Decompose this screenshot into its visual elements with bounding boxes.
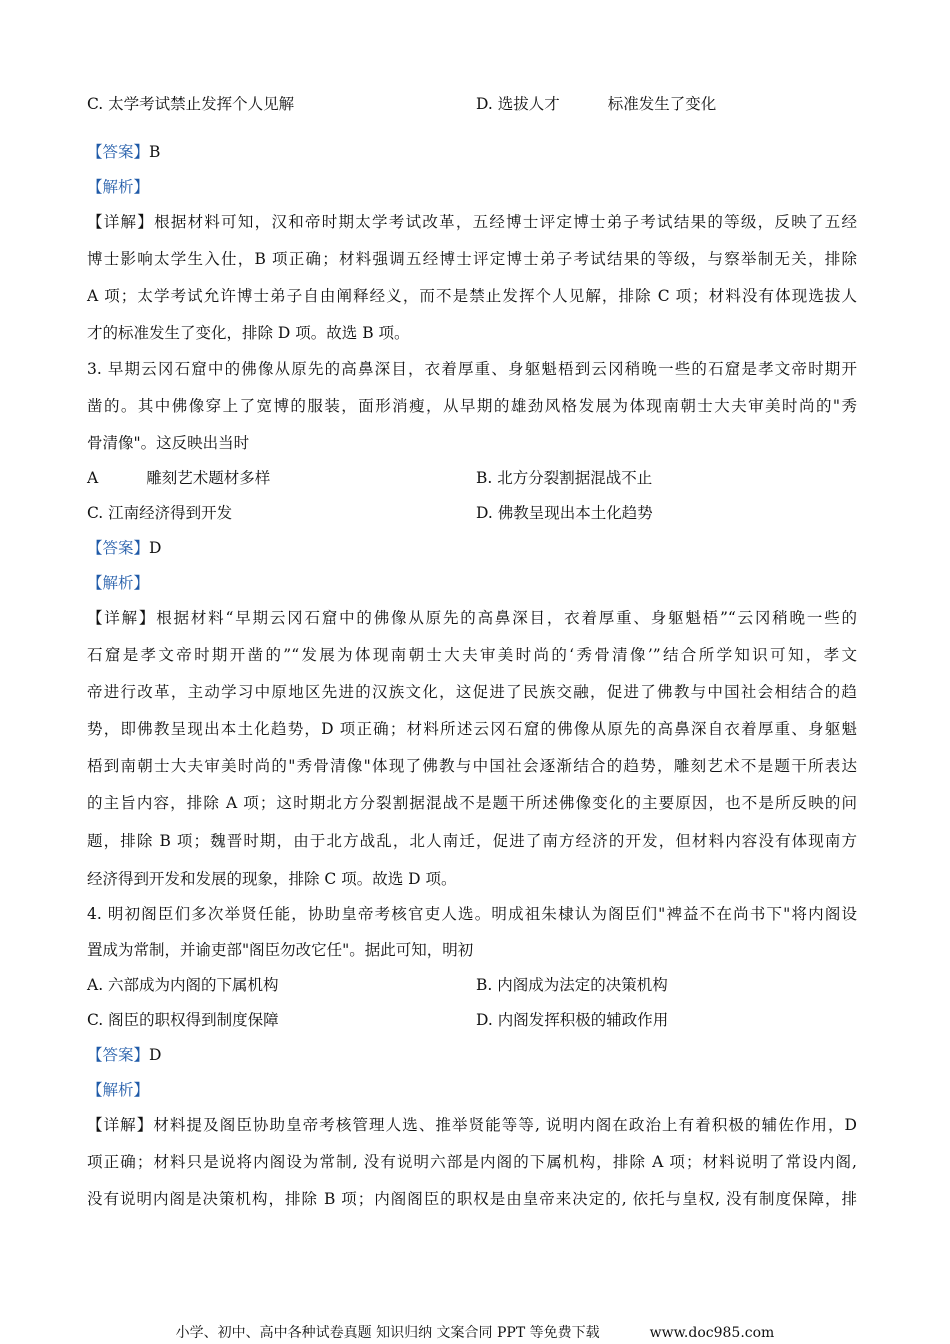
q4-option-a: A. 六部成为内阁的下属机构 [87,976,279,994]
q4-answer: 【答案】D [87,1046,162,1064]
q4-detail-line-2: 项正确；材料只是说将内阁设为常制, 没有说明六部是内阁的下属机构，排除 A 项；材料说明了常设内阁, [87,1153,857,1171]
q2-detail-line-3: A 项；太学考试允许博士弟子自由阐释经义，而不是禁止发挥个人见解，排除 C 项；材料没有体现选拔人 [87,287,857,305]
q4-option-b: B. 内阁成为法定的决策机构 [476,976,668,994]
q2-detail-line-1: 【详解】根据材料可知，汉和帝时期太学考试改革，五经博士评定博士弟子考试结果的等级，反映了五经 [87,213,857,231]
q3-option-d: D. 佛教呈现出本土化趋势 [476,504,653,522]
q2-analysis-tag: 【解析】 [87,178,150,196]
answer-tag: 【答案】 [87,1046,150,1064]
q3-detail-line-7: 题，排除 B 项；魏晋时期，由于北方战乱，北人南迁，促进了南方经济的开发，但材料内容没有体现南方 [87,832,857,850]
q2-option-d: D. 选拔人才 标准发生了变化 [476,95,717,113]
q3-option-a: A 雕刻艺术题材多样 [87,469,271,487]
q2-detail-line-2: 博士影响太学生入仕，B 项正确；材料强调五经博士评定博士弟子考试结果的等级，与察举制无关，排除 [87,250,857,268]
q3-stem-line-2: 凿的。其中佛像穿上了宽博的服装，面形消瘦，从早期的雄劲风格发展为体现南朝士大夫审美时尚的"秀 [87,397,857,415]
q3-stem-line-3: 骨清像"。这反映出当时 [87,434,250,452]
q2-detail-line-4: 才的标准发生了变化，排除 D 项。故选 B 项。 [87,324,410,342]
footer-link[interactable]: www.doc985.com [649,1325,775,1341]
q3-analysis-tag: 【解析】 [87,574,150,592]
q4-stem-line-1: 4. 明初阁臣们多次举贤任能，协助皇帝考核官吏人选。明成祖朱棣认为阁臣们"裨益不在尚书下"将内阁设 [87,905,857,923]
q3-detail-line-4: 势，即佛教呈现出本土化趋势，D 项正确；材料所述云冈石窟的佛像从原先的高鼻深自衣着厚重、身躯魁 [87,720,857,738]
q3-stem-line-1: 3. 早期云冈石窟中的佛像从原先的高鼻深目，衣着厚重、身躯魁梧到云冈稍晚一些的石窟是孝文帝时期开 [87,360,857,378]
q4-option-c: C. 阁臣的职权得到制度保障 [87,1011,279,1029]
answer-tag: 【答案】 [87,143,150,161]
answer-tag: 【答案】 [87,539,150,557]
q3-option-b: B. 北方分裂割据混战不止 [476,469,653,487]
q4-detail-line-3: 没有说明内阁是决策机构，排除 B 项；内阁阁臣的职权是由皇帝来决定的, 依托与皇权, 没有制度保障，排 [87,1190,857,1208]
footer-text: 小学、初中、高中各种试卷真题 知识归纳 文案合同 PPT 等免费下载 [175,1325,600,1341]
q4-stem-line-2: 置成为常制，并谕吏部"阁臣勿改它任"。据此可知，明初 [87,941,474,959]
q3-detail-line-1: 【详解】根据材料“早期云冈石窟中的佛像从原先的高鼻深目，衣着厚重、身躯魁梧”“云冈稍晚一些的 [87,609,857,627]
q4-detail-line-1: 【详解】材料提及阁臣协助皇帝考核管理人选、推举贤能等等, 说明内阁在政治上有着积极的辅佐作用，D [87,1116,857,1134]
q3-detail-line-6: 的主旨内容，排除 A 项；这时期北方分裂割据混战不是题干所述佛像变化的主要原因，也不是所反映的问 [87,794,857,812]
q4-option-d: D. 内阁发挥积极的辅政作用 [476,1011,669,1029]
page-footer [0,1322,950,1342]
q3-detail-line-3: 帝进行改革，主动学习中原地区先进的汉族文化，这促进了民族交融，促进了佛教与中国社会相结合的趋 [87,683,857,701]
q3-detail-line-5: 梧到南朝士大夫审美时尚的"秀骨清像"体现了佛教与中国社会逐渐结合的趋势，雕刻艺术不是题干所表达 [87,757,857,775]
q3-answer: 【答案】D [87,539,162,557]
q3-detail-line-2: 石窟是孝文帝时期开凿的”“发展为体现南朝士大夫审美时尚的‘秀骨清像’”结合所学知识可知，孝文 [87,646,857,664]
q3-option-c: C. 江南经济得到开发 [87,504,233,522]
q2-option-c: C. 太学考试禁止发挥个人见解 [87,95,295,113]
q3-detail-line-8: 经济得到开发和发展的现象，排除 C 项。故选 D 项。 [87,870,457,888]
q4-analysis-tag: 【解析】 [87,1081,150,1099]
q2-answer: 【答案】B [87,143,161,161]
